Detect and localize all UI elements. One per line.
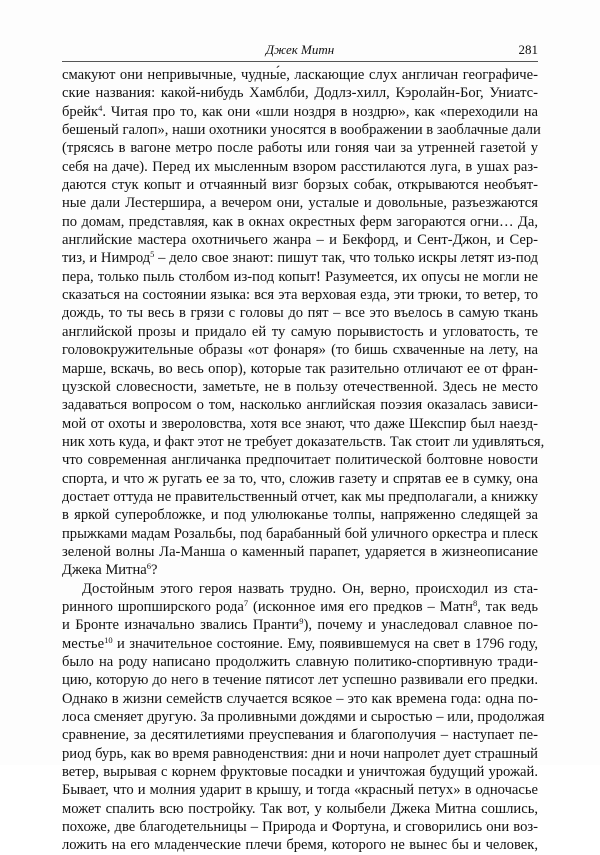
footnote-ref: 4 [98, 102, 103, 113]
line-text: себя на даче). Перед их мысленным взором расстилаются луга, в ушах раз- [62, 158, 538, 175]
text-line [62, 84, 538, 102]
line-text: ринного шропширского рода [62, 598, 244, 615]
text-line [62, 580, 538, 598]
line-text: смакуют они непривычные, чудны́е, ласкающие слух англичан географиче- [62, 67, 538, 83]
body-text [62, 66, 545, 855]
line-text: Однако в жизни семейств случается всякое – это как времена года: одна по- [62, 690, 538, 707]
line-text: в яркой суперобложке, и под улюлюканье толпы, напряженно следящей за [62, 507, 538, 524]
text-line [62, 121, 541, 139]
footnote-ref: 7 [243, 597, 249, 608]
text-line [62, 323, 538, 341]
line-text: достает оттуда не правительственный отчет, как мы предполагали, а книжку [62, 488, 538, 505]
line-text: Бывает, что и молния ударит в крышу, и тогда «красный петух» в одночасье [62, 782, 538, 799]
text-line [62, 360, 538, 378]
text-line [62, 708, 545, 726]
line-text: (исконное имя его предков – Матн [248, 598, 473, 615]
line-text: прыжками мадам Розальбы, под барабанный бой уличного оркестра и плеск [62, 525, 538, 542]
text-line [62, 213, 538, 231]
text-line [62, 286, 538, 304]
text-line [62, 745, 538, 763]
line-text: , так ведь [477, 598, 538, 615]
line-text: даются стук копыт и отчаянный визг борзых собак, открываются необъят- [62, 177, 538, 194]
line-text: что современная англичанка предпочитает политической болтовне новости [62, 452, 538, 469]
text-line [62, 268, 538, 286]
line-text: ), почему и унаследовал славное по- [303, 617, 538, 634]
footnote-ref: 6 [146, 561, 152, 572]
text-line [62, 561, 538, 579]
text-line [62, 304, 538, 322]
text-line [62, 763, 538, 781]
text-line [62, 818, 538, 836]
line-text: – дело свое знают: пишут так, что только искры летят из-под [154, 250, 539, 267]
line-text: было на роду написано продолжить славную политико-спортивную тради- [62, 654, 538, 670]
line-text: . Читая про то, как они «шли ноздря в ноздрю», как «переходили на [102, 103, 538, 120]
text-line [62, 176, 538, 194]
text-line [62, 378, 538, 396]
footnote-ref: 8 [472, 597, 478, 608]
line-text: брейк [62, 103, 99, 120]
line-text: бешеный галоп», наши охотники уносятся в воображении в заоблачные дали [62, 122, 541, 139]
line-text: сравнение, за десятилетиями преуспевания и благополучия – наступает пе- [62, 727, 538, 744]
text-line [62, 635, 538, 653]
line-text: и значительное состояние. Ему, появившемуся на свет в 1796 году, [112, 635, 538, 652]
line-text: ложить на его младенческие плечи бремя, которого не вынес бы и человек, [62, 837, 538, 854]
text-line [62, 671, 538, 689]
text-line [62, 525, 538, 543]
text-line [62, 616, 538, 634]
line-text: Джека Митна [62, 562, 147, 579]
line-text: (трясясь в вагоне метро после работы или гоняя чаи за утренней газетой у [62, 140, 538, 157]
line-text: мой от охоты и звероловства, хотя все знают, что даже Шекспир был наезд- [62, 415, 538, 432]
text-line [62, 653, 538, 671]
line-text: цию, которую до него в течение пятисот лет успешно развивали его предки. [62, 672, 538, 689]
text-line [62, 800, 538, 818]
line-text: по домам, представляя, как в окнах окрестных ферм загораются огни… Да, [62, 213, 538, 230]
text-line [62, 726, 538, 744]
line-text: дождь, то ты весь в грязи с головы до пят – все это въелось в самую ткань [62, 305, 538, 322]
line-text: риод бурь, как во время равноденствия: дни и ночи напролет дует страшный [62, 745, 538, 762]
running-header [62, 42, 538, 60]
text-line [62, 341, 538, 359]
text-line [62, 396, 538, 414]
line-text: пера, только пыль столбом из-под копыт! Разумеется, их опусы не могли не [62, 268, 538, 285]
footnote-ref: 9 [299, 616, 304, 627]
line-text: Достойным этого героя назвать трудно. Он, верно, происходил из ста- [82, 580, 538, 597]
line-text: лоса сменяет другую. За проливными дождями и сыростью – или, продолжая [62, 709, 545, 726]
line-text: марше, вскачь, во весь опор), которые так разительно отличают ее от фран- [62, 360, 538, 377]
header-rule [62, 61, 538, 62]
text-line [62, 249, 538, 267]
line-text: зеленой волны Ла-Манша о каменный парапет, ударяется в жизнеописание [62, 543, 538, 560]
text-line [62, 488, 538, 506]
text-line [62, 139, 538, 157]
text-line [62, 451, 538, 469]
line-text: похоже, две благодетельницы – Природа и Фортуна, и сговорились они воз- [62, 819, 538, 836]
text-line [62, 598, 538, 616]
text-line [62, 158, 538, 176]
line-text: ветер, вырывая с корнем фруктовые посадки и уничтожая будущий урожай. [62, 764, 538, 781]
text-line [62, 781, 538, 799]
text-line [62, 415, 538, 433]
line-text: задаваться вопросом о том, насколько английская поэзия оказалась зависи- [62, 397, 538, 414]
text-line [62, 506, 538, 524]
text-line [62, 66, 538, 84]
text-line [62, 103, 538, 121]
line-text: головокружительные образы «от фонаря» (то бишь схваченные на лету, на [62, 342, 538, 359]
line-text: тиз, и Нимрод [62, 250, 151, 267]
line-text: цузской словесности, заметьте, не в пользу отечественной. Здесь не место [62, 378, 538, 395]
footnote-ref: 10 [104, 634, 113, 645]
line-text: английской прозы и придало ей ту самую порывистость и угловатость, те [62, 323, 538, 340]
line-text: и Бронте изначально звались Пранти [62, 617, 300, 634]
text-line [62, 690, 538, 708]
line-text: местье [62, 635, 105, 652]
line-text: ские названия: какой-нибудь Хамблби, Додлз-хилл, Кэролайн-Бог, Униатс- [62, 85, 538, 102]
text-line [62, 194, 538, 212]
footnote-ref: 5 [150, 249, 155, 260]
text-line [62, 836, 538, 854]
text-line [62, 470, 538, 488]
line-text: сказаться на состоянии языка: вся эта верховая езда, эти трюки, то ветер, то [62, 287, 538, 304]
text-line [62, 543, 538, 561]
line-text: ные дали Лестершира, а вечером они, усталые и довольные, разъезжаются [62, 195, 538, 212]
page-number: 281 [518, 42, 538, 57]
line-text: спорта, и что ж ругать ее за то, что, сложив газету и спрятав ее в сумку, она [62, 470, 538, 487]
running-title: Джек Митн [265, 42, 335, 57]
text-line [62, 231, 538, 249]
line-text: английские мастера охотничьего жанра – и Бекфорд, и Сент-Джон, и Сер- [62, 232, 538, 249]
line-text: ник хоть куда, и факт этот не требует доказательств. Так стоит ли удивляться, [62, 433, 545, 450]
text-line [62, 433, 545, 451]
line-text: может спалить всю постройку. Так вот, у колыбели Джека Митна сошлись, [62, 800, 538, 817]
line-text: ? [151, 562, 158, 579]
